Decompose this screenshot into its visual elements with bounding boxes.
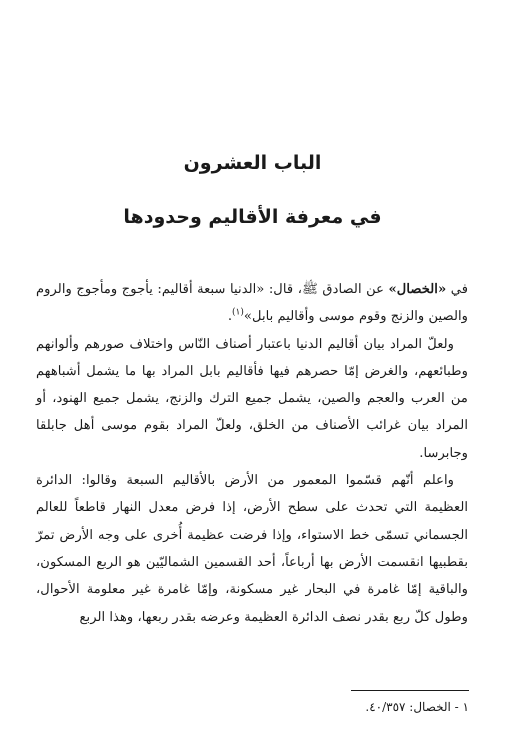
- footnote-reference[interactable]: (١): [232, 307, 244, 318]
- paragraph: واعلم أنّهم قسّموا المعمور من الأرض بالأقاليم السبعة وقالوا: الدائرة العظيمة التي تحدث على سطح الأرض، إذا فرض معدل النهار قاطعاً للعالم الجسماني تسمّى خط الاستواء، وإذا فرضت عظيمة أُخرى على وجه الأرض تمرّ بقطبيها انقسمت الأرض بها أرباعاً، أحد القسمين الشماليّين هو الربع المسكون، والباقية إمّا غامرة في البحار غير مسكونة، وإمّا غامرة غير معلومة الأحوال، وطول كلّ ربع بقدر نصف الدائرة العظيمة وعرضه بقدر ربعها، وهذا الربع: [36, 473, 468, 625]
- body-text: [36, 276, 468, 631]
- paragraph-text: عن الصادق ﷺ، قال: «الدنيا سبعة أقاليم: يأجوج ومأجوج والروم والصين والزنج وقوم موسى وأقاليم بابل»: [36, 282, 468, 325]
- chapter-title: الباب العشرون: [183, 152, 322, 174]
- paragraph: [36, 276, 468, 331]
- paragraph: ولعلّ المراد بيان أقاليم الدنيا باعتبار أصناف النّاس واختلاف صورهم وألوانهم وطبائعهم، والغرض إمّا حصرهم فيها فأقاليم بابل المراد بها ما يشمل أشباههم من العرب والعجم والصين، يشمل جميع الترك والزنج، يشمل جميع الهنود، أو المراد بيان غرائب الأصناف من الخلق، ولعلّ المراد بقوم موسى أهل جابلقا وجابرسا.: [36, 336, 468, 461]
- footnote: ١ - الخصال: ٤٠/٣٥٧.: [365, 700, 469, 714]
- source-title: «الخصال»: [388, 282, 447, 297]
- footnote-divider: [351, 690, 469, 691]
- paragraph-prefix: في: [446, 282, 468, 297]
- paragraph-suffix: .: [227, 309, 233, 325]
- chapter-subtitle: في معرفة الأقاليم وحدودها: [123, 206, 382, 228]
